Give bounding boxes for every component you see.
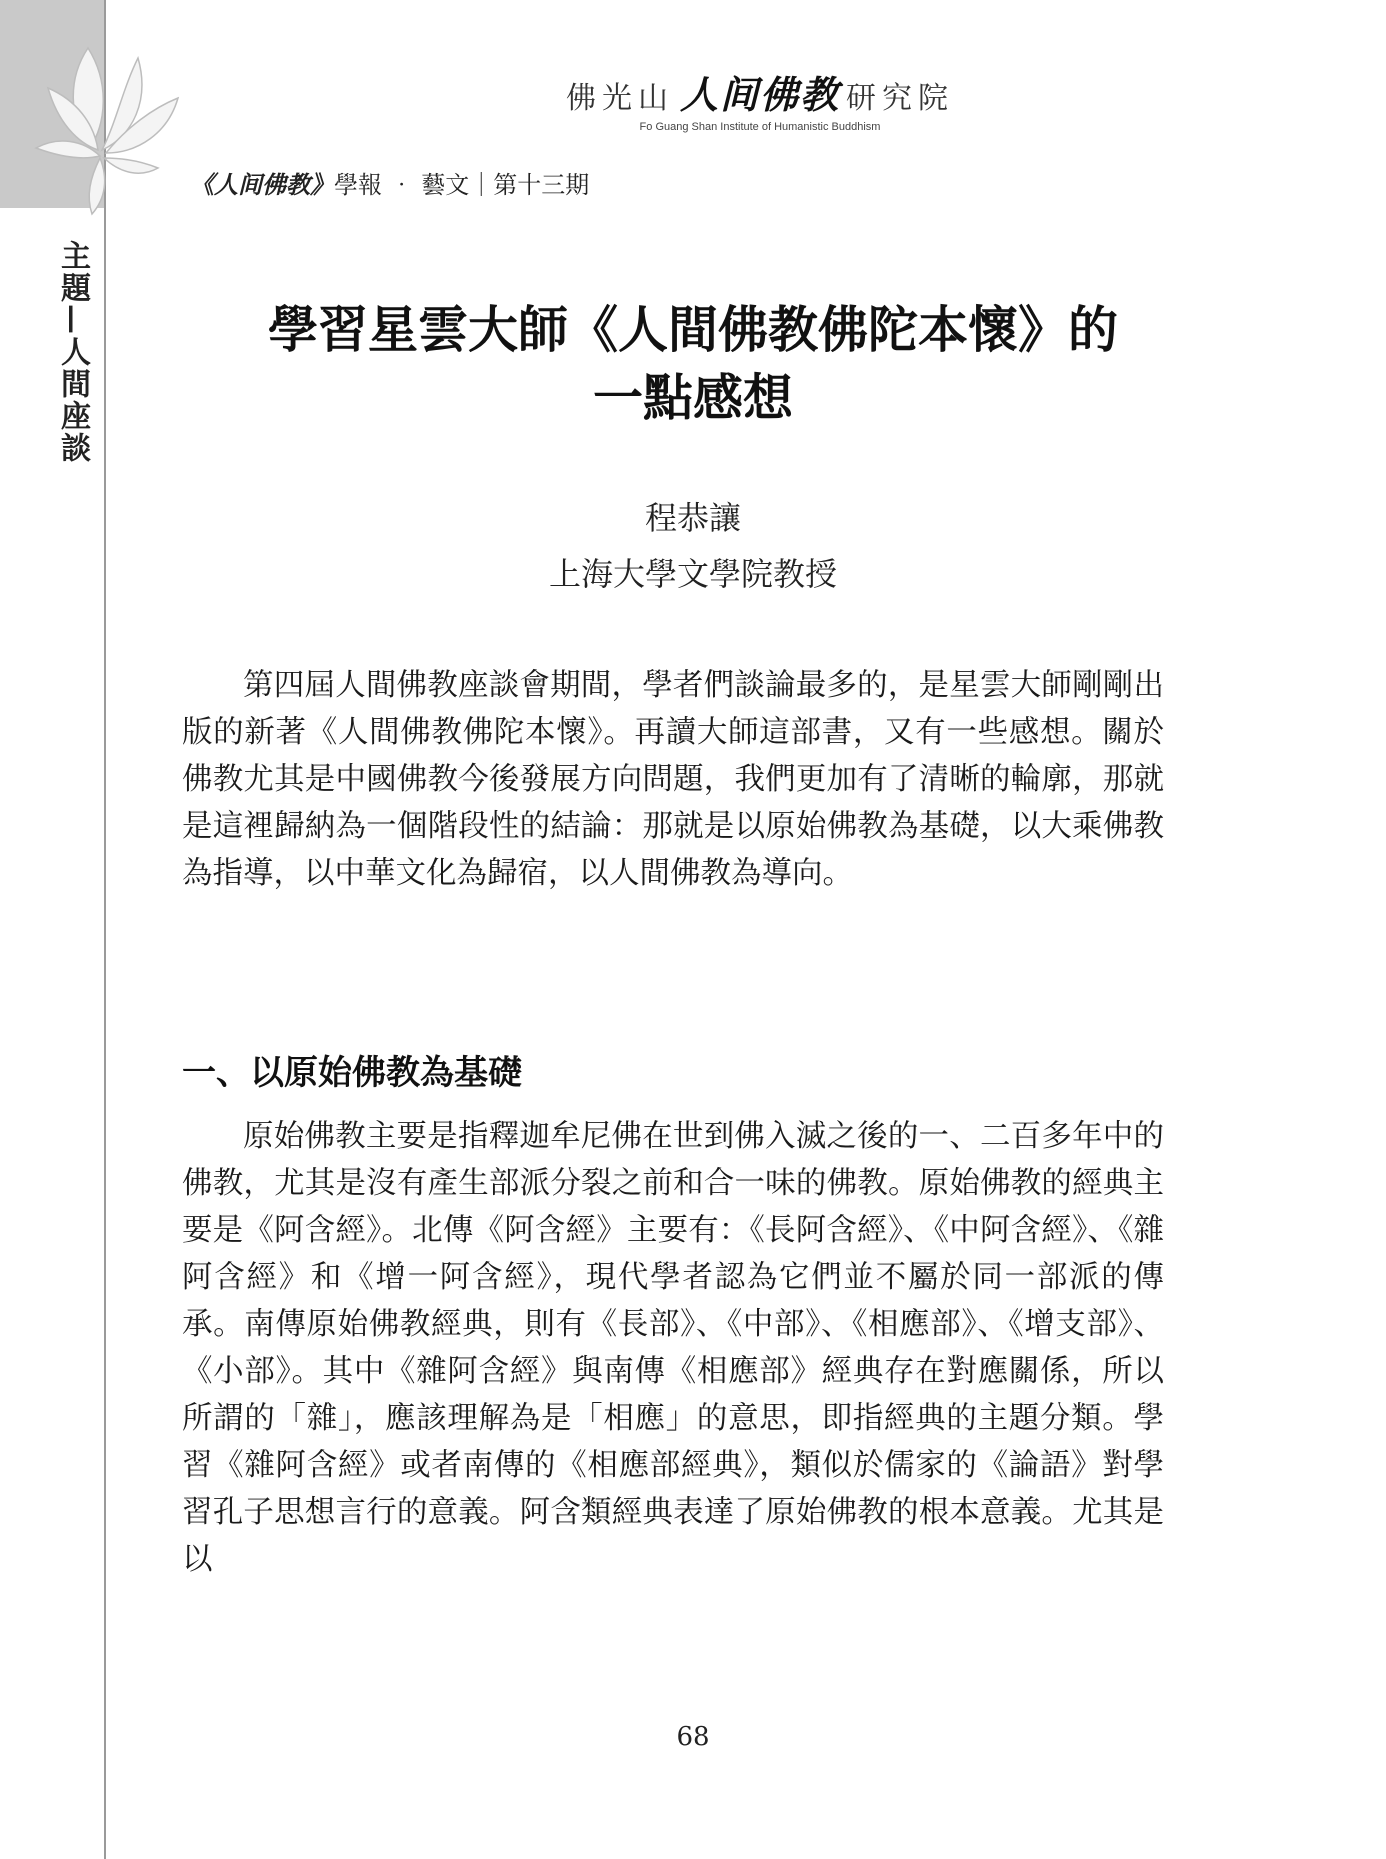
institute-english-name: Fo Guang Shan Institute of Humanistic Buddhism [639, 121, 881, 133]
margin-rule [104, 0, 106, 1859]
institute-suffix: 研究院 [846, 81, 954, 116]
institute-name [480, 64, 1040, 119]
section-heading: 一、以原始佛教為基礎 [182, 1053, 522, 1093]
institute-prefix: 佛光山 [565, 81, 674, 116]
title-line-2: 一點感想 [593, 368, 793, 427]
institute-brand-logo: 人间佛教 [679, 72, 840, 117]
lotus-emblem-icon [28, 28, 208, 218]
author-affiliation: 上海大學文學院教授 [548, 555, 837, 593]
body-paragraph-2: 原始佛教主要是指釋迦牟尼佛在世到佛入滅之後的一、二百多年中的佛教，尤其是沒有產生部派分裂之前和合一味的佛教。原始佛教的經典主要是《阿含經》。北傳《阿含經》主要有：《長阿含經》、《中阿含經》、《雜阿含經》和《增一阿含經》，現代學者認為它們並不屬於同一部派的傳承。南傳原始佛教經典，則有《長部》、《中部》、《相應部》、《增支部》、《小部》。其中《雜阿含經》與南傳《相應部》經典存在對應關係，所以所謂的「雜」，應該理解為是「相應」的意思，即指經典的主題分類。學習《雜阿含經》或者南傳的《相應部經典》，類似於儒家的《論語》對學習孔子思想言行的意義。阿含類經典表達了原始佛教的根本意義。尤其是以 [182, 1119, 1164, 1577]
journal-running-header [190, 165, 589, 200]
section-side-label: 主題—人間座談 [55, 240, 90, 464]
title-line-1: 學習星雲大師《人間佛教佛陀本懷》的 [268, 300, 1118, 359]
page-number: 68 [676, 1722, 710, 1752]
journal-issue: 學報 ‧ 藝文｜第十三期 [334, 171, 590, 199]
body-paragraph-1: 第四屆人間佛教座談會期間，學者們談論最多的，是星雲大師剛剛出版的新著《人間佛教佛陀本懷》。再讀大師這部書，又有一些感想。關於佛教尤其是中國佛教今後發展方向問題，我們更加有了清晰的輪廓，那就是這裡歸納為一個階段性的結論：那就是以原始佛教為基礎，以大乘佛教為指導，以中華文化為歸宿，以人間佛教為導向。 [182, 668, 1164, 891]
journal-brand: 《人间佛教》 [190, 170, 334, 199]
author-name: 程恭讓 [644, 499, 741, 537]
article-title [140, 296, 1246, 432]
institute-header [480, 64, 1040, 133]
author-block [140, 490, 1246, 602]
